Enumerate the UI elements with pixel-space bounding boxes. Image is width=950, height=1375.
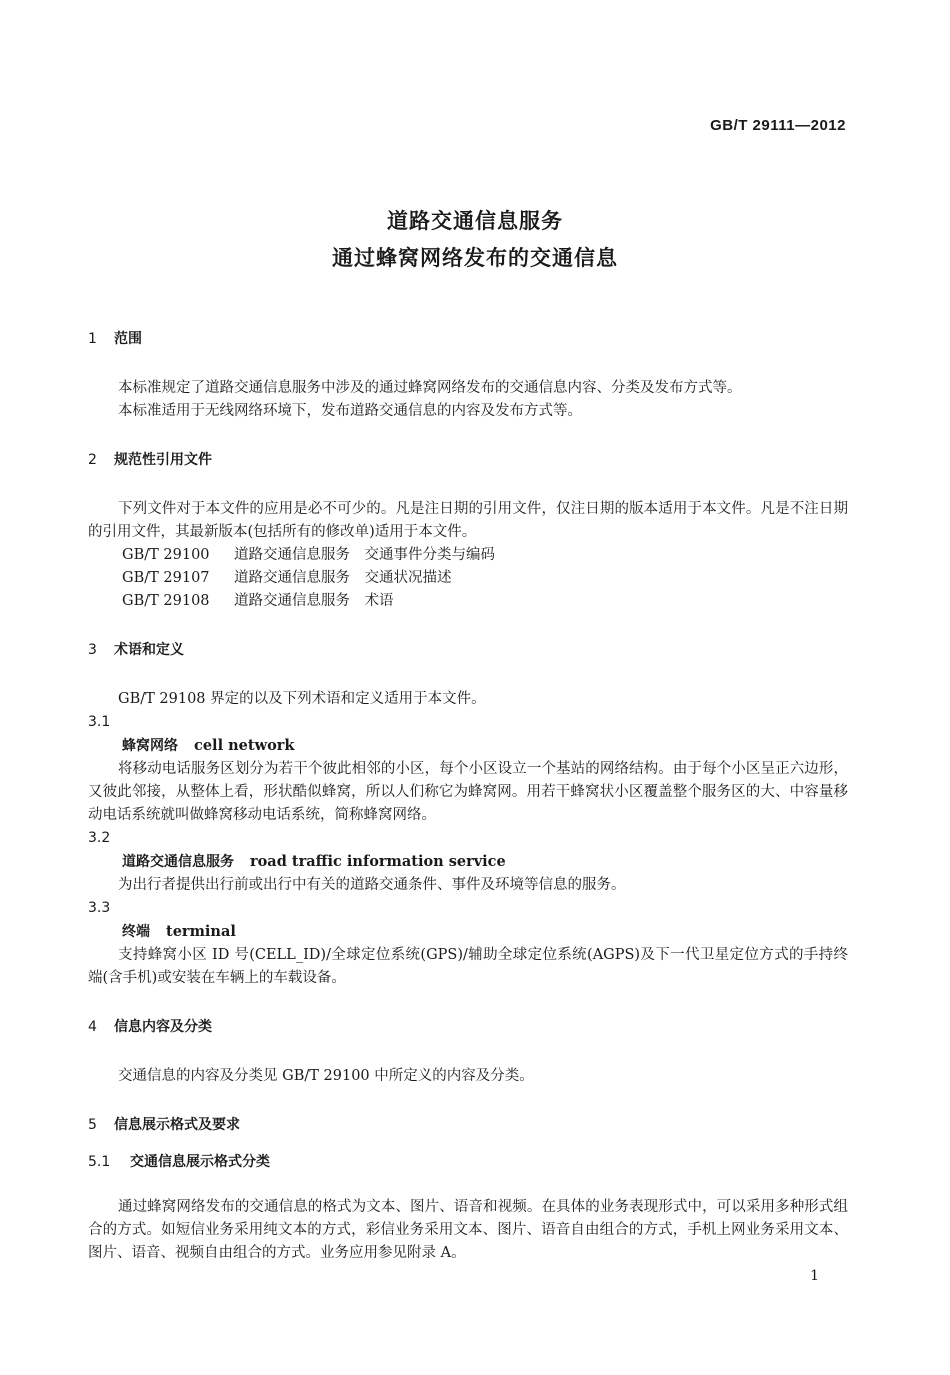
section-heading-display-format <box>88 1114 848 1137</box>
clause-number: 3.1 <box>88 714 111 730</box>
section-title: 规范性引用文件 <box>114 452 212 468</box>
section-title: 信息展示格式及要求 <box>114 1117 240 1133</box>
reference-code: GB/T 29108 <box>122 593 210 609</box>
reference-code: GB/T 29100 <box>122 547 210 563</box>
term-entry <box>88 734 848 758</box>
term-entry <box>88 850 848 874</box>
term-english: road traffic information service <box>250 853 506 870</box>
reference-item <box>88 590 848 613</box>
section-title: 信息内容及分类 <box>114 1019 212 1035</box>
subsection-number: 5.1 <box>88 1154 111 1170</box>
section-heading-scope <box>88 328 848 351</box>
term-definition: 为出行者提供出行前或出行中有关的道路交通条件、事件及环境等信息的服务。 <box>118 877 626 893</box>
paragraph: GB/T 29108 界定的以及下列术语和定义适用于本文件。 <box>118 691 486 707</box>
reference-title: 道路交通信息服务 术语 <box>234 593 394 609</box>
section-number: 3 <box>88 642 97 658</box>
document-title-line1: 道路交通信息服务 <box>387 209 563 233</box>
standard-code: GB/T 29111—2012 <box>710 117 846 134</box>
term-english: terminal <box>166 923 236 940</box>
document-body <box>88 328 848 1265</box>
page-number: 1 <box>810 1268 819 1284</box>
term-definition: 支持蜂窝小区 ID 号(CELL_ID)/全球定位系统(GPS)/辅助全球定位系统(AGPS)及下一代卫星定位方式的手持终端(含手机)或安装在车辆上的车载设备。 <box>88 947 848 986</box>
section-heading-normative-references <box>88 449 848 472</box>
reference-item <box>88 567 848 590</box>
term-chinese: 蜂窝网络 <box>122 738 178 754</box>
paragraph: 本标准规定了道路交通信息服务中涉及的通过蜂窝网络发布的交通信息内容、分类及发布方式等。 <box>118 380 742 396</box>
reference-code: GB/T 29107 <box>122 570 210 586</box>
reference-item <box>88 544 848 567</box>
section-heading-info-content <box>88 1016 848 1039</box>
section-number: 2 <box>88 452 97 468</box>
clause-number: 3.3 <box>88 900 111 916</box>
section-number: 1 <box>88 331 97 347</box>
paragraph: 下列文件对于本文件的应用是必不可少的。凡是注日期的引用文件，仅注日期的版本适用于本文件。凡是不注日期的引用文件，其最新版本(包括所有的修改单)适用于本文件。 <box>88 501 848 540</box>
subsection-title: 交通信息展示格式分类 <box>130 1154 270 1170</box>
paragraph: 通过蜂窝网络发布的交通信息的格式为文本、图片、语音和视频。在具体的业务表现形式中，可以采用多种形式组合的方式。如短信业务采用纯文本的方式，彩信业务采用文本、图片、语音自由组合的方式，手机上网业务采用文本、图片、语音、视频自由组合的方式。业务应用参见附录 A。 <box>88 1199 848 1261</box>
document-title-line2: 通过蜂窝网络发布的交通信息 <box>332 246 618 270</box>
section-heading-terms <box>88 639 848 662</box>
section-title: 术语和定义 <box>114 642 184 658</box>
paragraph: 交通信息的内容及分类见 GB/T 29100 中所定义的内容及分类。 <box>118 1068 534 1084</box>
reference-title: 道路交通信息服务 交通状况描述 <box>234 570 452 586</box>
clause-number: 3.2 <box>88 830 111 846</box>
term-chinese: 道路交通信息服务 <box>122 854 234 870</box>
section-number: 5 <box>88 1117 97 1133</box>
term-english: cell network <box>194 737 295 754</box>
term-chinese: 终端 <box>122 924 150 940</box>
paragraph: 本标准适用于无线网络环境下，发布道路交通信息的内容及发布方式等。 <box>118 403 582 419</box>
section-title: 范围 <box>114 331 142 347</box>
term-entry <box>88 920 848 944</box>
subsection-heading <box>88 1151 848 1174</box>
term-definition: 将移动电话服务区划分为若干个彼此相邻的小区，每个小区设立一个基站的网络结构。由于每个小区呈正六边形，又彼此邻接，从整体上看，形状酷似蜂窝，所以人们称它为蜂窝网。用若干蜂窝状小区覆盖整个服务区的大、中容量移动电话系统就叫做蜂窝移动电话系统，简称蜂窝网络。 <box>88 761 848 823</box>
section-number: 4 <box>88 1019 97 1035</box>
reference-title: 道路交通信息服务 交通事件分类与编码 <box>234 547 495 563</box>
